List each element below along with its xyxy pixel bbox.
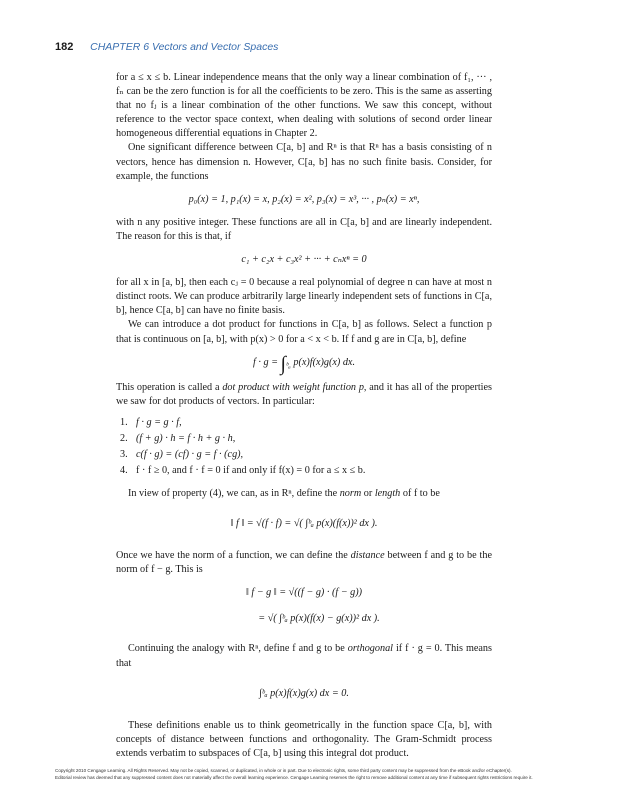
paragraph: for a ≤ x ≤ b. Linear independence means that the only way a linear combination of f₁, ··· , fₙ can be the zero function is for all the coefficients to be zero. This is the same as asserting that no fⱼ is a linear combination of the other functions. We saw this concept, without reference to the vector space context, when dealing with solutions of second order linear homogeneous differential equations in Chapter 2.: [116, 72, 492, 140]
text: or: [361, 487, 375, 499]
emphasis: length: [374, 487, 401, 499]
emphasis: norm: [339, 487, 362, 499]
page-header: [55, 41, 278, 53]
eq-lhs: f · g =: [252, 356, 281, 368]
paragraph: [116, 487, 492, 501]
integral-sign: ∫: [280, 352, 287, 375]
emphasis: dot product with weight function p: [222, 381, 364, 393]
page-body: [116, 71, 492, 761]
paragraph: One significant difference between C[a, b] and Rⁿ is that Rⁿ has a basis consisting of n vectors, hence has dimension n. However, C[a, b] has no such finite basis. Consider, for example, the functions: [116, 142, 492, 182]
equation-distance-integral: = √( ∫ᵇₐ p(x)(f(x) − g(x))² dx ).: [258, 613, 380, 625]
emphasis: distance: [350, 550, 385, 562]
text: of f to be: [400, 487, 440, 499]
paragraph: [116, 381, 492, 409]
equation-norm: ‖ f ‖ = √(f · f) = √( ∫ᵇₐ p(x)(f(x))² dx ).: [230, 518, 378, 529]
list-item: [120, 447, 492, 463]
paragraph: We can introduce a dot product for functions in C[a, b] as follows. Select a function p that is continuous on [a, b], with p(x) > 0 for a < x < b. If f and g are in C[a, b], define: [116, 319, 492, 345]
paragraph: for all x in [a, b], then each cⱼ = 0 because a real polynomial of degree n can have at most n distinct roots. We can produce arbitrarily large linearly independent sets of functions in C[a, b], hence C[a, b] can have no finite basis.: [116, 277, 492, 317]
eq-rhs: p(x)f(x)g(x) dx.: [293, 356, 355, 368]
emphasis: orthogonal: [347, 643, 394, 655]
list-text: f · f ≥ 0, and f · f = 0 if and only if f(x) = 0 for a ≤ x ≤ b.: [136, 464, 366, 476]
list-item: [120, 431, 492, 447]
equation-polynomials: p₀(x) = 1, p₁(x) = x, p₂(x) = x², p₃(x) = x³, ··· , pₙ(x) = xⁿ,: [188, 193, 420, 205]
paragraph: These definitions enable us to think geometrically in the function space C[a, b], with concepts of distance between functions and orthogonality. The Gram-Schmidt process extends verbatim to subspaces of C[a, b] using this integral dot product.: [116, 719, 492, 759]
equation-distance: ‖ f − g ‖ = √((f − g) · (f − g)): [245, 587, 363, 599]
paragraph: with n any positive integer. These functions are all in C[a, b] and are linearly independent. The reason for this is that, if: [116, 216, 492, 242]
paragraph: [116, 642, 492, 670]
list-text: c(f · g) = (cf) · g = f · (cg),: [136, 448, 244, 460]
list-number: 3.: [120, 448, 128, 460]
property-list: [120, 415, 492, 479]
list-number: 4.: [120, 464, 128, 476]
text: between f and g to be the norm of f − g. This is: [116, 550, 492, 576]
text: This operation is called a: [116, 381, 223, 393]
list-text: f · g = g · f,: [136, 416, 182, 428]
text: Continuing the analogy with Rⁿ, define f and g to be: [128, 643, 348, 655]
footer-line: Editorial review has deemed that any suppressed content does not materially affect the overall learning experience. Cengage Learning reserves the right to remove additional content at any time if subsequent rights restrictions require it.: [55, 775, 533, 780]
list-item: [120, 463, 492, 479]
equation-dot-product: [116, 352, 492, 375]
footer-line: Copyright 2010 Cengage Learning. All Rights Reserved. May not be copied, scanned, or duplicated, in whole or in part. Due to electronic rights, some third party content may be suppressed from the eBook and/or eChapter(s).: [55, 768, 512, 773]
integral-limits: ᵇₐ: [286, 359, 291, 370]
list-number: 2.: [120, 432, 128, 444]
chapter-title: CHAPTER 6 Vectors and Vector Spaces: [90, 41, 279, 53]
list-text: (f + g) · h = f · h + g · h,: [136, 432, 236, 444]
list-number: 1.: [120, 416, 128, 428]
paragraph: [116, 549, 492, 577]
copyright-footer: [55, 767, 575, 781]
text: Once we have the norm of a function, we can define the: [116, 550, 351, 562]
equation-orthogonal: ∫ᵇₐ p(x)f(x)g(x) dx = 0.: [259, 687, 349, 699]
text: if f · g = 0. This means that: [116, 643, 492, 669]
page-number: 182: [55, 41, 74, 53]
text: In view of property (4), we can, as in Rⁿ, define the: [128, 487, 340, 499]
equation-linear-combination: c₁ + c₂x + c₃x² + ··· + cₙxⁿ = 0: [241, 254, 367, 266]
text: , and it has all of the properties we saw for dot products of vectors. In particular:: [116, 381, 492, 407]
list-item: [120, 415, 492, 431]
